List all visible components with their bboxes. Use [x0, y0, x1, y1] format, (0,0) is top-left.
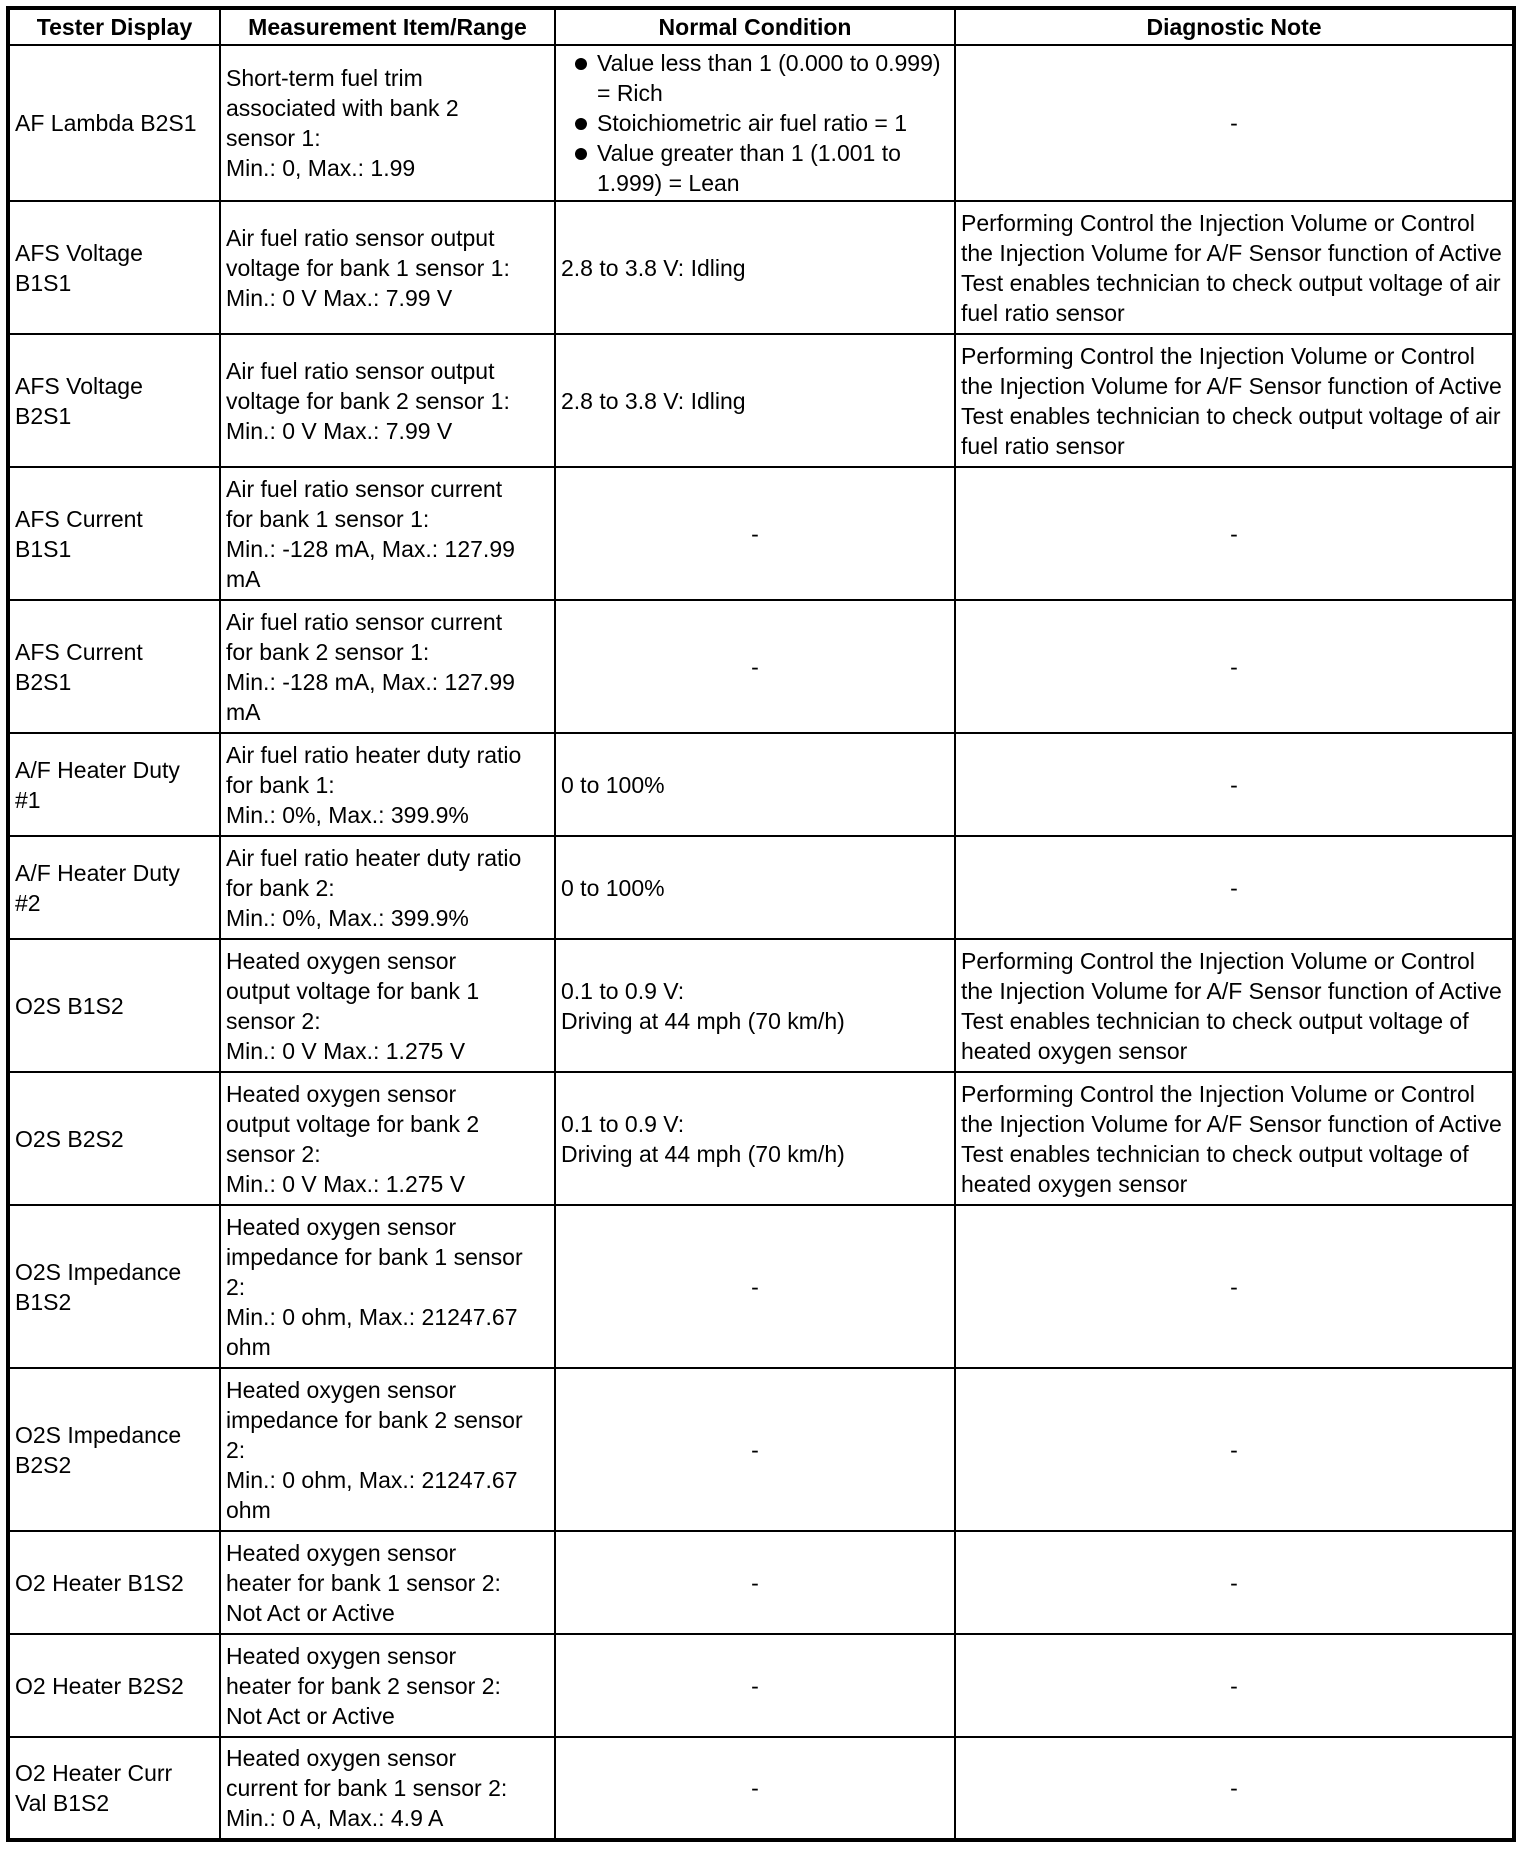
normal-condition-cell: - [555, 1368, 955, 1531]
header-measurement-item: Measurement Item/Range [220, 8, 555, 45]
tester-display-cell: O2S B1S2 [8, 939, 220, 1072]
measurement-item-cell: Air fuel ratio heater duty ratio for bank 2: Min.: 0%, Max.: 399.9% [220, 836, 555, 939]
diagnostic-note-cell: Performing Control the Injection Volume or Control the Injection Volume for A/F Sensor function of Active Test enables technician to check output voltage of heated oxygen sensor [955, 939, 1514, 1072]
condition-bullet-list [561, 48, 949, 198]
measurement-item-cell: Heated oxygen sensor heater for bank 1 sensor 2: Not Act or Active [220, 1531, 555, 1634]
diagnostic-note-cell: - [955, 45, 1514, 201]
tester-display-cell: O2 Heater Curr Val B1S2 [8, 1737, 220, 1840]
table-row [8, 45, 1514, 201]
table-row [8, 1072, 1514, 1205]
normal-condition-cell: 0 to 100% [555, 733, 955, 836]
normal-condition-cell: 2.8 to 3.8 V: Idling [555, 334, 955, 467]
bullet-dot-icon [575, 148, 587, 160]
tester-display-cell: A/F Heater Duty #2 [8, 836, 220, 939]
measurement-item-cell: Heated oxygen sensor impedance for bank 2 sensor 2: Min.: 0 ohm, Max.: 21247.67 ohm [220, 1368, 555, 1531]
normal-condition-cell: - [555, 467, 955, 600]
table-row [8, 1737, 1514, 1840]
measurement-item-cell: Air fuel ratio sensor current for bank 1 sensor 1: Min.: -128 mA, Max.: 127.99 mA [220, 467, 555, 600]
measurement-item-cell: Air fuel ratio sensor current for bank 2 sensor 1: Min.: -128 mA, Max.: 127.99 mA [220, 600, 555, 733]
diagnostic-note-cell: - [955, 1737, 1514, 1840]
header-normal-condition: Normal Condition [555, 8, 955, 45]
table-row [8, 600, 1514, 733]
data-list-document [6, 6, 1512, 1848]
normal-condition-cell [555, 45, 955, 201]
measurement-item-cell: Air fuel ratio heater duty ratio for bank 1: Min.: 0%, Max.: 399.9% [220, 733, 555, 836]
normal-condition-cell: - [555, 600, 955, 733]
header-row [8, 8, 1514, 45]
header-diagnostic-note: Diagnostic Note [955, 8, 1514, 45]
measurement-item-cell: Heated oxygen sensor heater for bank 2 sensor 2: Not Act or Active [220, 1634, 555, 1737]
tester-display-cell: AFS Current B2S1 [8, 600, 220, 733]
normal-condition-cell: 0.1 to 0.9 V: Driving at 44 mph (70 km/h) [555, 939, 955, 1072]
measurement-item-cell: Short-term fuel trim associated with bank 2 sensor 1: Min.: 0, Max.: 1.99 [220, 45, 555, 201]
measurement-item-cell: Air fuel ratio sensor output voltage for bank 2 sensor 1: Min.: 0 V Max.: 7.99 V [220, 334, 555, 467]
diagnostic-note-cell: Performing Control the Injection Volume or Control the Injection Volume for A/F Sensor function of Active Test enables technician to check output voltage of heated oxygen sensor [955, 1072, 1514, 1205]
table-row [8, 836, 1514, 939]
normal-condition-cell: 0.1 to 0.9 V: Driving at 44 mph (70 km/h) [555, 1072, 955, 1205]
normal-condition-cell: - [555, 1634, 955, 1737]
tester-display-cell: O2 Heater B2S2 [8, 1634, 220, 1737]
bullet-dot-icon [575, 58, 587, 70]
normal-condition-cell: 0 to 100% [555, 836, 955, 939]
tester-display-cell: AF Lambda B2S1 [8, 45, 220, 201]
table-row [8, 467, 1514, 600]
tester-display-cell: AFS Voltage B1S1 [8, 201, 220, 334]
diagnostic-note-cell: - [955, 467, 1514, 600]
tester-display-cell: O2S Impedance B1S2 [8, 1205, 220, 1368]
normal-condition-cell: 2.8 to 3.8 V: Idling [555, 201, 955, 334]
diagnostic-note-cell: - [955, 1368, 1514, 1531]
diagnostic-note-cell: - [955, 1531, 1514, 1634]
diagnostic-note-cell: - [955, 836, 1514, 939]
table-row [8, 201, 1514, 334]
diagnostic-note-cell: - [955, 1205, 1514, 1368]
header-tester-display: Tester Display [8, 8, 220, 45]
table-row [8, 1368, 1514, 1531]
condition-bullet-item: Value less than 1 (0.000 to 0.999) = Rich [561, 48, 949, 108]
table-row [8, 1634, 1514, 1737]
diagnostic-note-cell: - [955, 600, 1514, 733]
tester-display-cell: A/F Heater Duty #1 [8, 733, 220, 836]
tester-display-cell: AFS Current B1S1 [8, 467, 220, 600]
measurement-item-cell: Heated oxygen sensor output voltage for bank 1 sensor 2: Min.: 0 V Max.: 1.275 V [220, 939, 555, 1072]
tester-display-cell: O2 Heater B1S2 [8, 1531, 220, 1634]
diagnostic-note-cell: - [955, 733, 1514, 836]
diagnostic-note-cell: Performing Control the Injection Volume or Control the Injection Volume for A/F Sensor function of Active Test enables technician to check output voltage of air fuel ratio sensor [955, 334, 1514, 467]
table-row [8, 1205, 1514, 1368]
measurement-item-cell: Heated oxygen sensor impedance for bank 1 sensor 2: Min.: 0 ohm, Max.: 21247.67 ohm [220, 1205, 555, 1368]
measurement-item-cell: Air fuel ratio sensor output voltage for bank 1 sensor 1: Min.: 0 V Max.: 7.99 V [220, 201, 555, 334]
measurement-item-cell: Heated oxygen sensor current for bank 1 sensor 2: Min.: 0 A, Max.: 4.9 A [220, 1737, 555, 1840]
diagnostic-note-cell: - [955, 1634, 1514, 1737]
normal-condition-cell: - [555, 1531, 955, 1634]
condition-bullet-item: Value greater than 1 (1.001 to 1.999) = Lean [561, 138, 949, 198]
tester-display-cell: AFS Voltage B2S1 [8, 334, 220, 467]
normal-condition-cell: - [555, 1205, 955, 1368]
normal-condition-cell: - [555, 1737, 955, 1840]
table-row [8, 1531, 1514, 1634]
measurement-item-cell: Heated oxygen sensor output voltage for bank 2 sensor 2: Min.: 0 V Max.: 1.275 V [220, 1072, 555, 1205]
condition-bullet-item: Stoichiometric air fuel ratio = 1 [561, 108, 949, 138]
diagnostic-note-cell: Performing Control the Injection Volume or Control the Injection Volume for A/F Sensor function of Active Test enables technician to check output voltage of air fuel ratio sensor [955, 201, 1514, 334]
bullet-dot-icon [575, 118, 587, 130]
tester-display-cell: O2S B2S2 [8, 1072, 220, 1205]
table-row [8, 939, 1514, 1072]
table-row [8, 334, 1514, 467]
table-row [8, 733, 1514, 836]
data-list-table [6, 6, 1516, 1842]
tester-display-cell: O2S Impedance B2S2 [8, 1368, 220, 1531]
